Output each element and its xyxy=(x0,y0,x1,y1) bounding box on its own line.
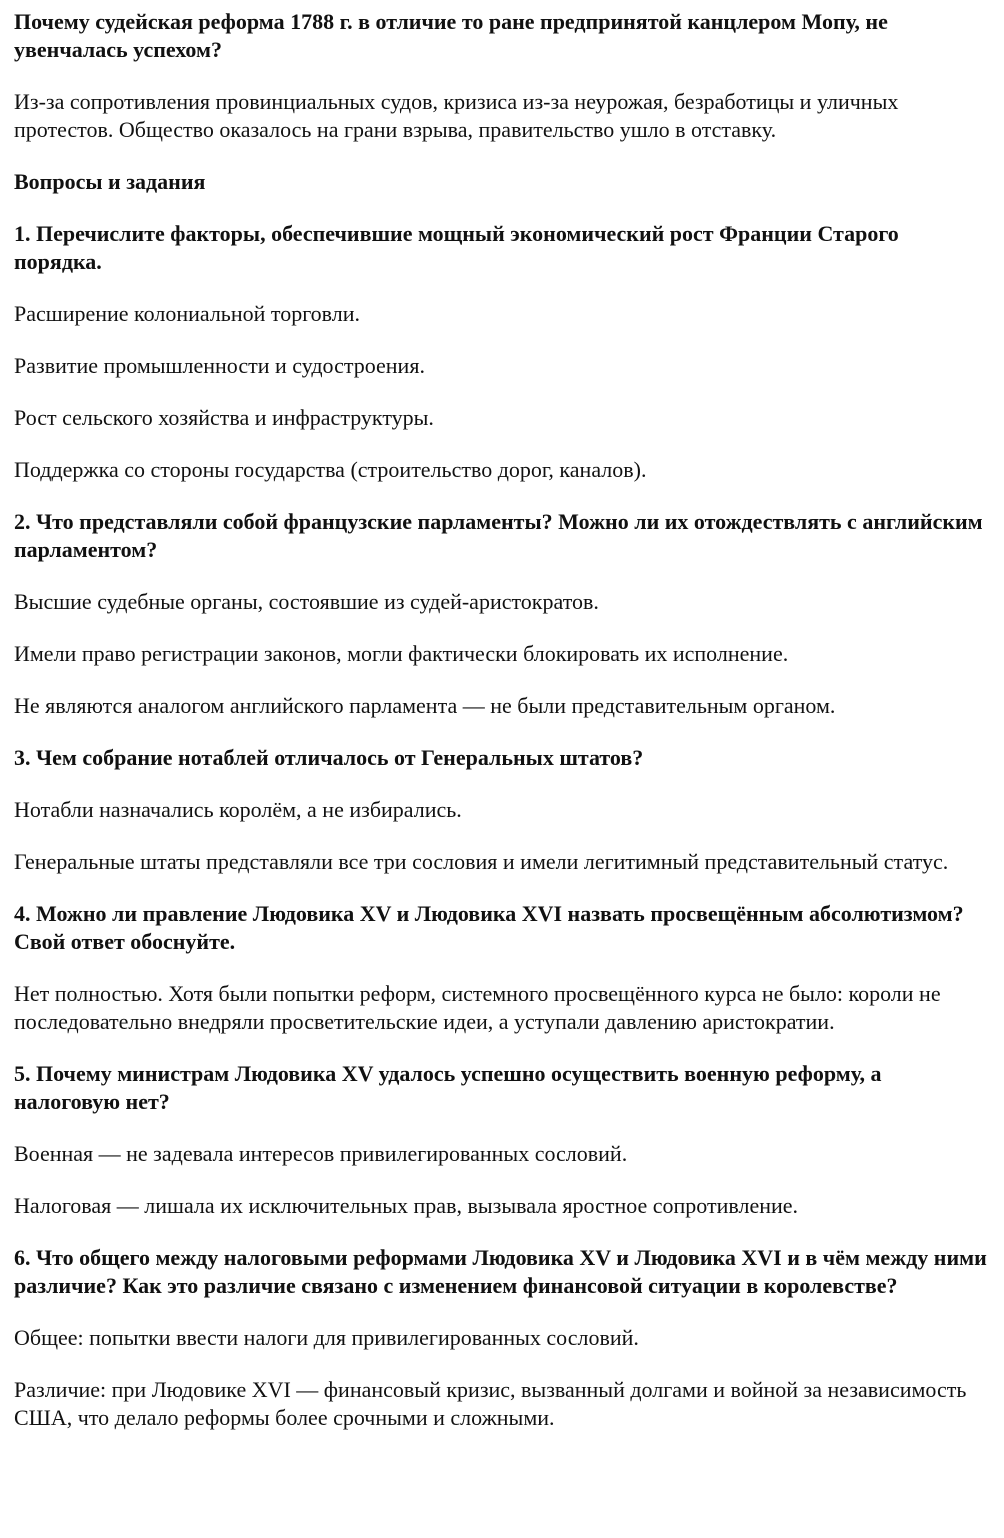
answer-1-item: Рост сельского хозяйства и инфраструктуры. xyxy=(14,405,434,430)
answer-1-item: Развитие промышленности и судостроения. xyxy=(14,353,425,378)
question-3: 3. Чем собрание нотаблей отличалось от Генеральных штатов? xyxy=(14,745,644,770)
question-4: 4. Можно ли правление Людовика XV и Людовика XVI назвать просвещённым абсолютизмом? Свой ответ обоснуйте. xyxy=(14,901,964,954)
answer-2-item: Имели право регистрации законов, могли фактически блокировать их исполнение. xyxy=(14,641,789,666)
answer-6-item: Общее: попытки ввести налоги для привилегированных сословий. xyxy=(14,1325,639,1350)
answer-2-item: Высшие судебные органы, состоявшие из судей-аристократов. xyxy=(14,589,599,614)
answer-3-item: Нотабли назначались королём, а не избирались. xyxy=(14,797,462,822)
answer-4: Нет полностью. Хотя были попытки реформ, системного просвещённого курса не было: короли не последовательно внедряли просветительские идеи, а уступали давлению аристократии. xyxy=(14,981,941,1034)
question-mopu-reform: Почему судейская реформа 1788 г. в отличие то ране предпринятой канцлером Мопу, не увенчалась успехом? xyxy=(14,9,888,62)
section-heading-questions: Вопросы и задания xyxy=(14,169,206,194)
answer-6-item: Различие: при Людовике XVI — финансовый кризис, вызванный долгами и войной за независимость США, что делало реформы более срочными и сложными. xyxy=(14,1377,967,1430)
question-2: 2. Что представляли собой французские парламенты? Можно ли их отождествлять с английским парламентом? xyxy=(14,509,983,562)
answer-5-item: Военная — не задевала интересов привилегированных сословий. xyxy=(14,1141,628,1166)
question-1: 1. Перечислите факторы, обеспечившие мощный экономический рост Франции Старого порядка. xyxy=(14,221,899,274)
answer-2-item: Не являются аналогом английского парламента — не были представительным органом. xyxy=(14,693,836,718)
answer-5-item: Налоговая — лишала их исключительных прав, вызывала яростное сопротивление. xyxy=(14,1193,799,1218)
question-5: 5. Почему министрам Людовика XV удалось успешно осуществить военную реформу, а налоговую нет? xyxy=(14,1061,882,1114)
answer-1-item: Расширение колониальной торговли. xyxy=(14,301,361,326)
answer-3-item: Генеральные штаты представляли все три сословия и имели легитимный представительный статус. xyxy=(14,849,949,874)
question-6: 6. Что общего между налоговыми реформами Людовика XV и Людовика XVI и в чём между ними различие? Как это различие связано с изменением финансовой ситуации в королевстве? xyxy=(14,1245,987,1298)
answer-1-item: Поддержка со стороны государства (строительство дорог, каналов). xyxy=(14,457,647,482)
answer-mopu-reform: Из-за сопротивления провинциальных судов, кризиса из-за неурожая, безработицы и уличных протестов. Общество оказалось на грани взрыва, правительство ушло в отставку. xyxy=(14,89,899,142)
